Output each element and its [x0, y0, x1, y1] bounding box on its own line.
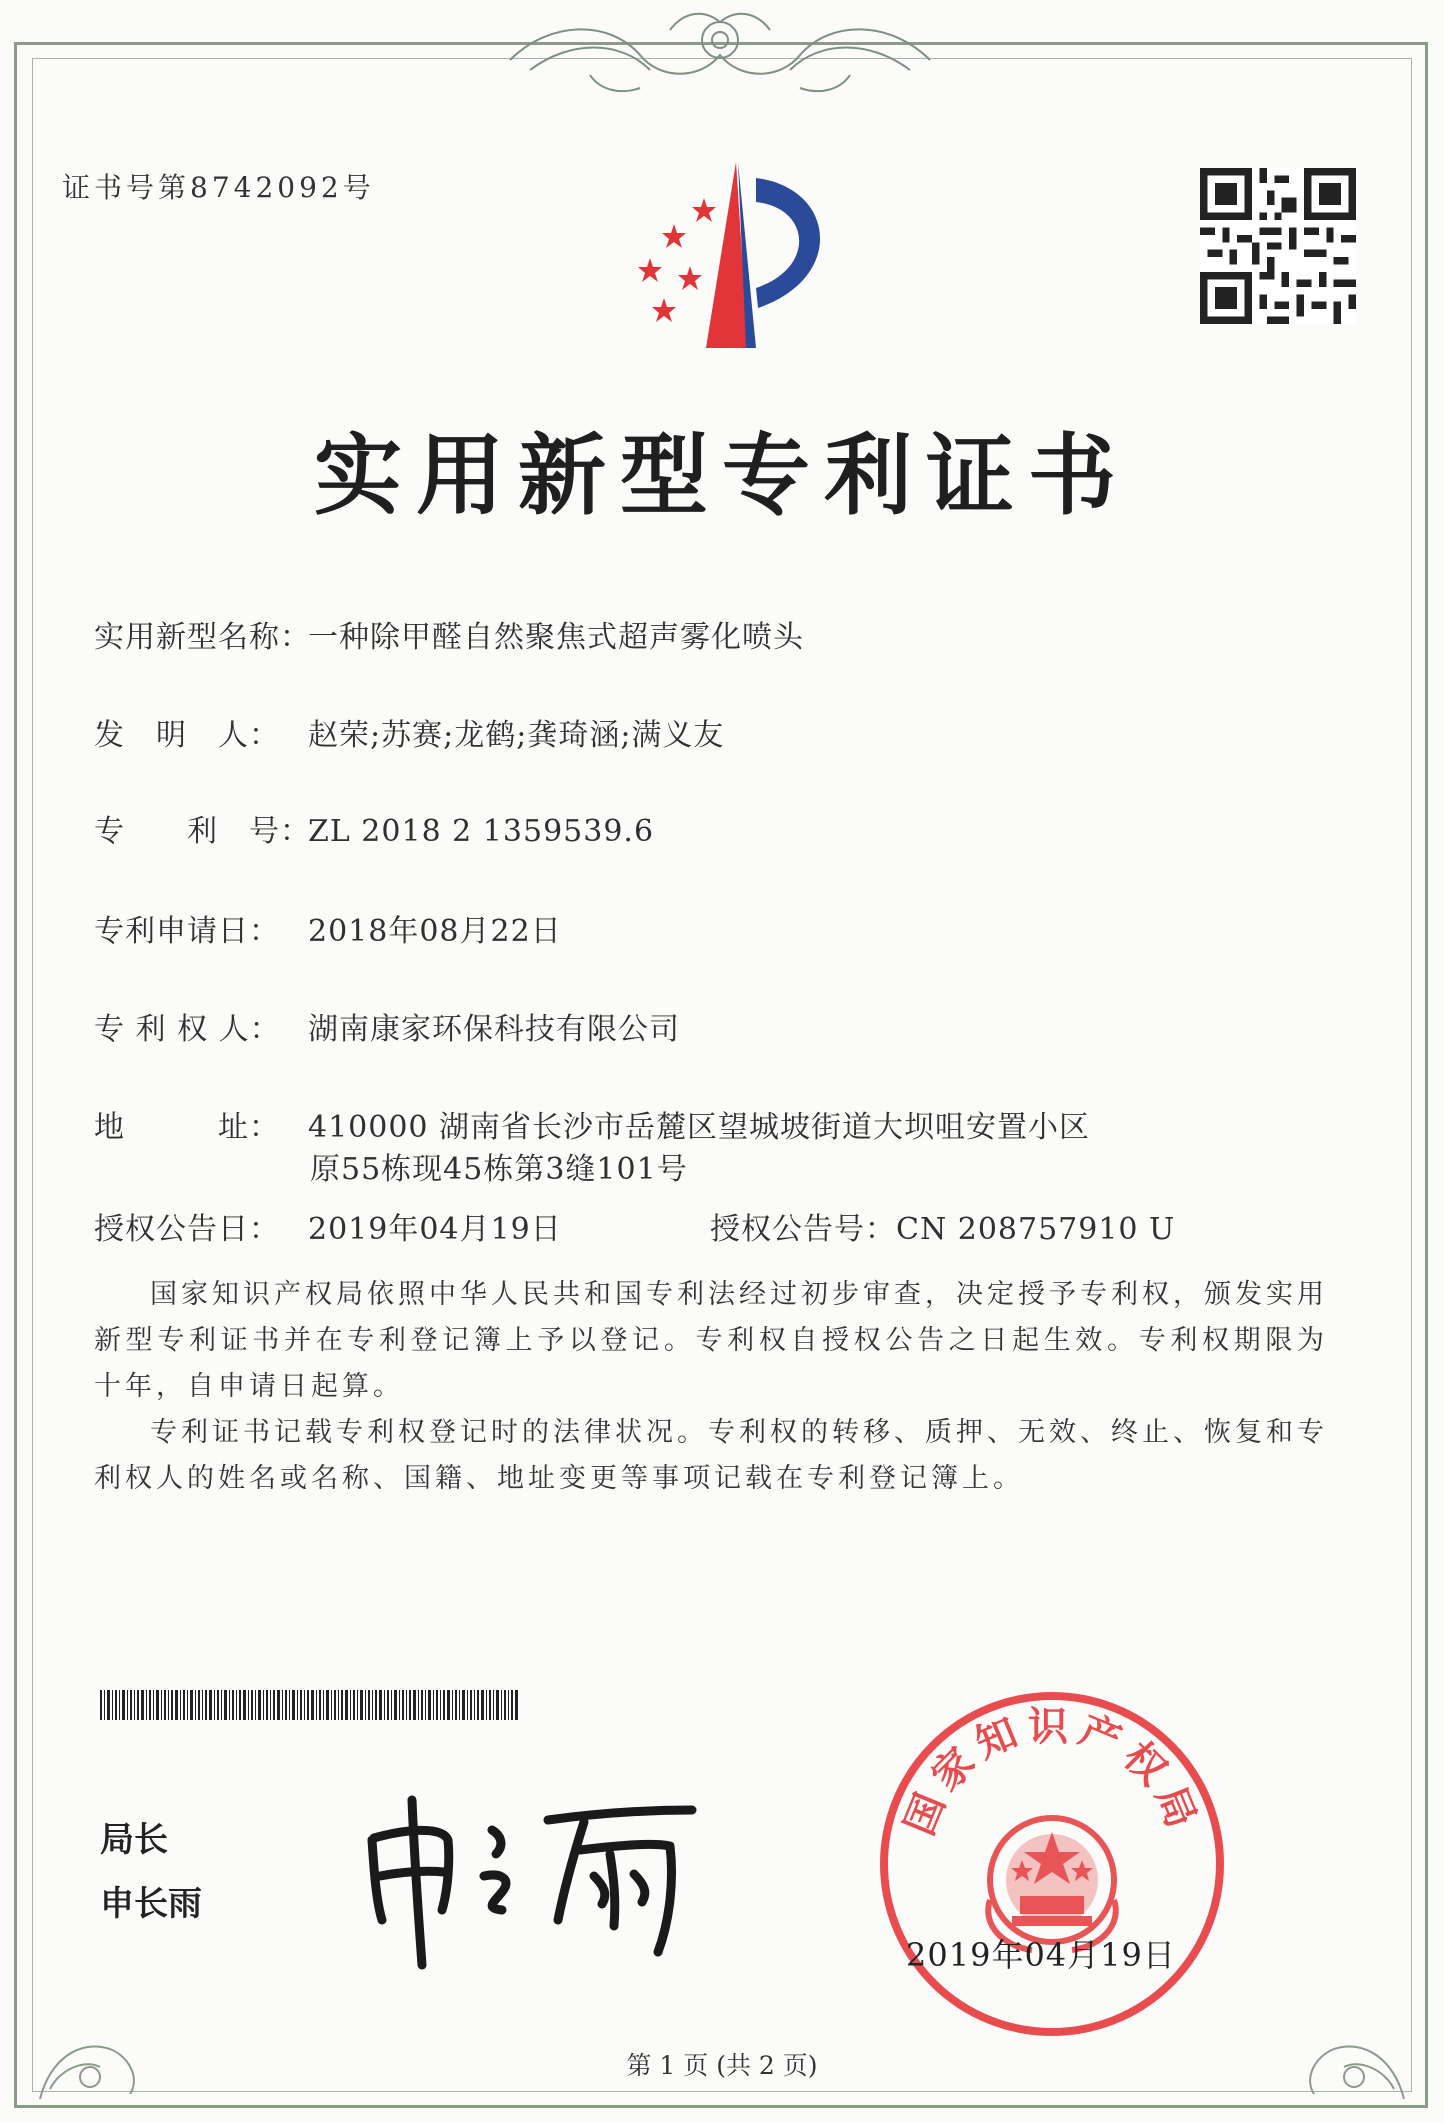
- field-application-date: [94, 906, 562, 950]
- field-address: [94, 1102, 1090, 1146]
- address-line-2: 原55栋现45栋第3缝101号: [310, 1152, 688, 1187]
- field-value: 湖南康家环保科技有限公司: [308, 1012, 680, 1047]
- field-value: 一种除甲醛自然聚焦式超声雾化喷头: [308, 620, 804, 655]
- field-label: 实用新型名称：: [94, 620, 311, 655]
- director-block: [100, 1808, 202, 1936]
- corner-ornament-left: [30, 1969, 170, 2109]
- field-value: 2018年08月22日: [308, 914, 562, 949]
- director-title: 局长: [100, 1820, 168, 1860]
- field-value: 410000 湖南省长沙市岳麓区望城坡街道大坝咀安置小区: [308, 1110, 1091, 1145]
- seal-text: 国家知识产权局: [896, 1704, 1208, 1842]
- field-inventor: [94, 710, 724, 754]
- svg-text:国家知识产权局: [897, 1704, 1208, 1842]
- certificate-title: 实用新型专利证书: [313, 423, 1130, 527]
- director-name: 申长雨: [100, 1884, 202, 1924]
- cnipa-emblem-icon: [596, 158, 856, 350]
- field-label: 授权公告号：: [710, 1212, 896, 1247]
- seal-date: 2019年04月19日: [906, 1936, 1176, 1974]
- body-paragraph-2: [94, 1410, 1328, 1502]
- certificate-number: 证书号第8742092号: [62, 171, 375, 204]
- field-grant-publication-number: [710, 1204, 1175, 1248]
- field-value: 赵荣;苏赛;龙鹤;龚琦涵;满义友: [308, 718, 725, 753]
- field-utility-model-name: [94, 612, 804, 656]
- field-value: CN 208757910 U: [896, 1212, 1176, 1247]
- field-label: 地 址：: [94, 1110, 280, 1145]
- official-seal-icon: [872, 1684, 1232, 2044]
- barcode-icon: [100, 1690, 518, 1720]
- top-ornament: [470, 0, 970, 110]
- field-label: 专利申请日：: [94, 914, 280, 949]
- body-paragraph-1: [94, 1272, 1328, 1410]
- field-label: 专 利 号：: [94, 814, 311, 849]
- paragraph-text: 国家知识产权局依照中华人民共和国专利法经过初步审查，决定授予专利权，颁发实用新型专利证书并在专利登记簿上予以登记。专利权自授权公告之日起生效。专利权期限为十年，自申请日起算。: [94, 1279, 1328, 1402]
- field-grant-date: [94, 1204, 562, 1248]
- field-value: 2019年04月19日: [308, 1212, 562, 1247]
- field-value: ZL 2018 2 1359539.6: [308, 814, 655, 849]
- field-label: 发 明 人：: [94, 718, 280, 753]
- field-label: 授权公告日：: [94, 1212, 280, 1247]
- paragraph-text: 专利证书记载专利权登记时的法律状况。专利权的转移、质押、无效、终止、恢复和专利权人的姓名或名称、国籍、地址变更等事项记载在专利登记簿上。: [94, 1417, 1328, 1494]
- field-patent-holder: [94, 1004, 680, 1048]
- field-patent-number: [94, 806, 654, 850]
- corner-ornament-right: [1274, 1969, 1414, 2109]
- qr-code-icon: [1200, 168, 1356, 324]
- director-signature: [352, 1780, 712, 1970]
- field-label: 专 利 权 人：: [94, 1012, 281, 1047]
- page-number: 第 1 页 (共 2 页): [626, 2051, 818, 2080]
